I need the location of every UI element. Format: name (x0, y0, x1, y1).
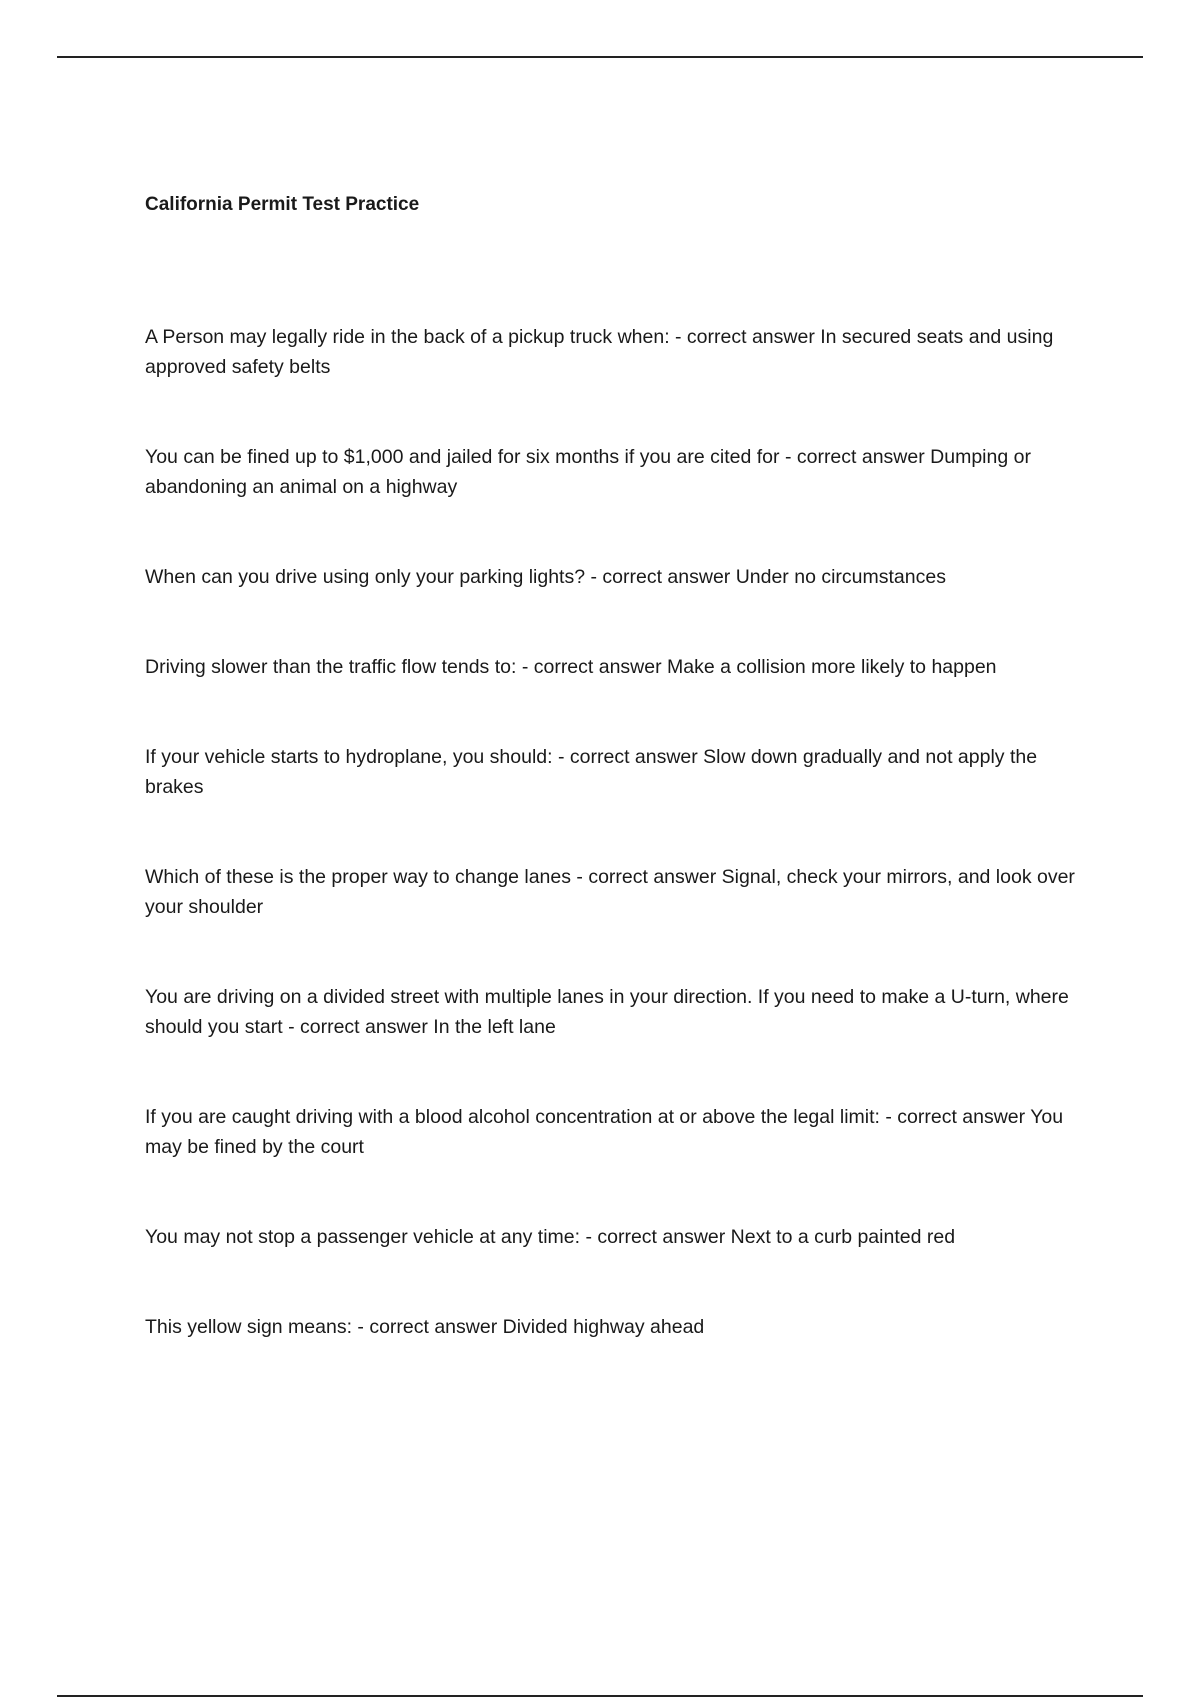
qa-item: If your vehicle starts to hydroplane, you should: - correct answer Slow down gradually and not apply the brakes (145, 746, 1038, 798)
qa-item: When can you drive using only your parking lights? - correct answer Under no circumstances (145, 566, 946, 588)
qa-list (145, 322, 1095, 1342)
qa-item: Driving slower than the traffic flow tends to: - correct answer Make a collision more likely to happen (145, 656, 997, 678)
qa-item: If you are caught driving with a blood alcohol concentration at or above the legal limit: - correct answer You may be fined by the court (145, 1106, 1064, 1158)
qa-item: A Person may legally ride in the back of a pickup truck when: - correct answer In secured seats and using approved safety belts (145, 326, 1054, 378)
qa-item: Which of these is the proper way to change lanes - correct answer Signal, check your mirrors, and look over your shoulder (145, 866, 1075, 918)
footer-rule (57, 1695, 1143, 1697)
header-rule (57, 56, 1143, 58)
qa-item: You can be fined up to $1,000 and jailed for six months if you are cited for - correct answer Dumping or abandoning an animal on a highway (145, 446, 1031, 498)
qa-item: You may not stop a passenger vehicle at any time: - correct answer Next to a curb painted red (145, 1226, 956, 1248)
document-body (145, 192, 1095, 1402)
document-title: California Permit Test Practice (145, 194, 420, 215)
qa-item: You are driving on a divided street with multiple lanes in your direction. If you need to make a U-turn, where should you start - correct answer In the left lane (145, 986, 1069, 1038)
qa-item: This yellow sign means: - correct answer Divided highway ahead (145, 1316, 705, 1338)
